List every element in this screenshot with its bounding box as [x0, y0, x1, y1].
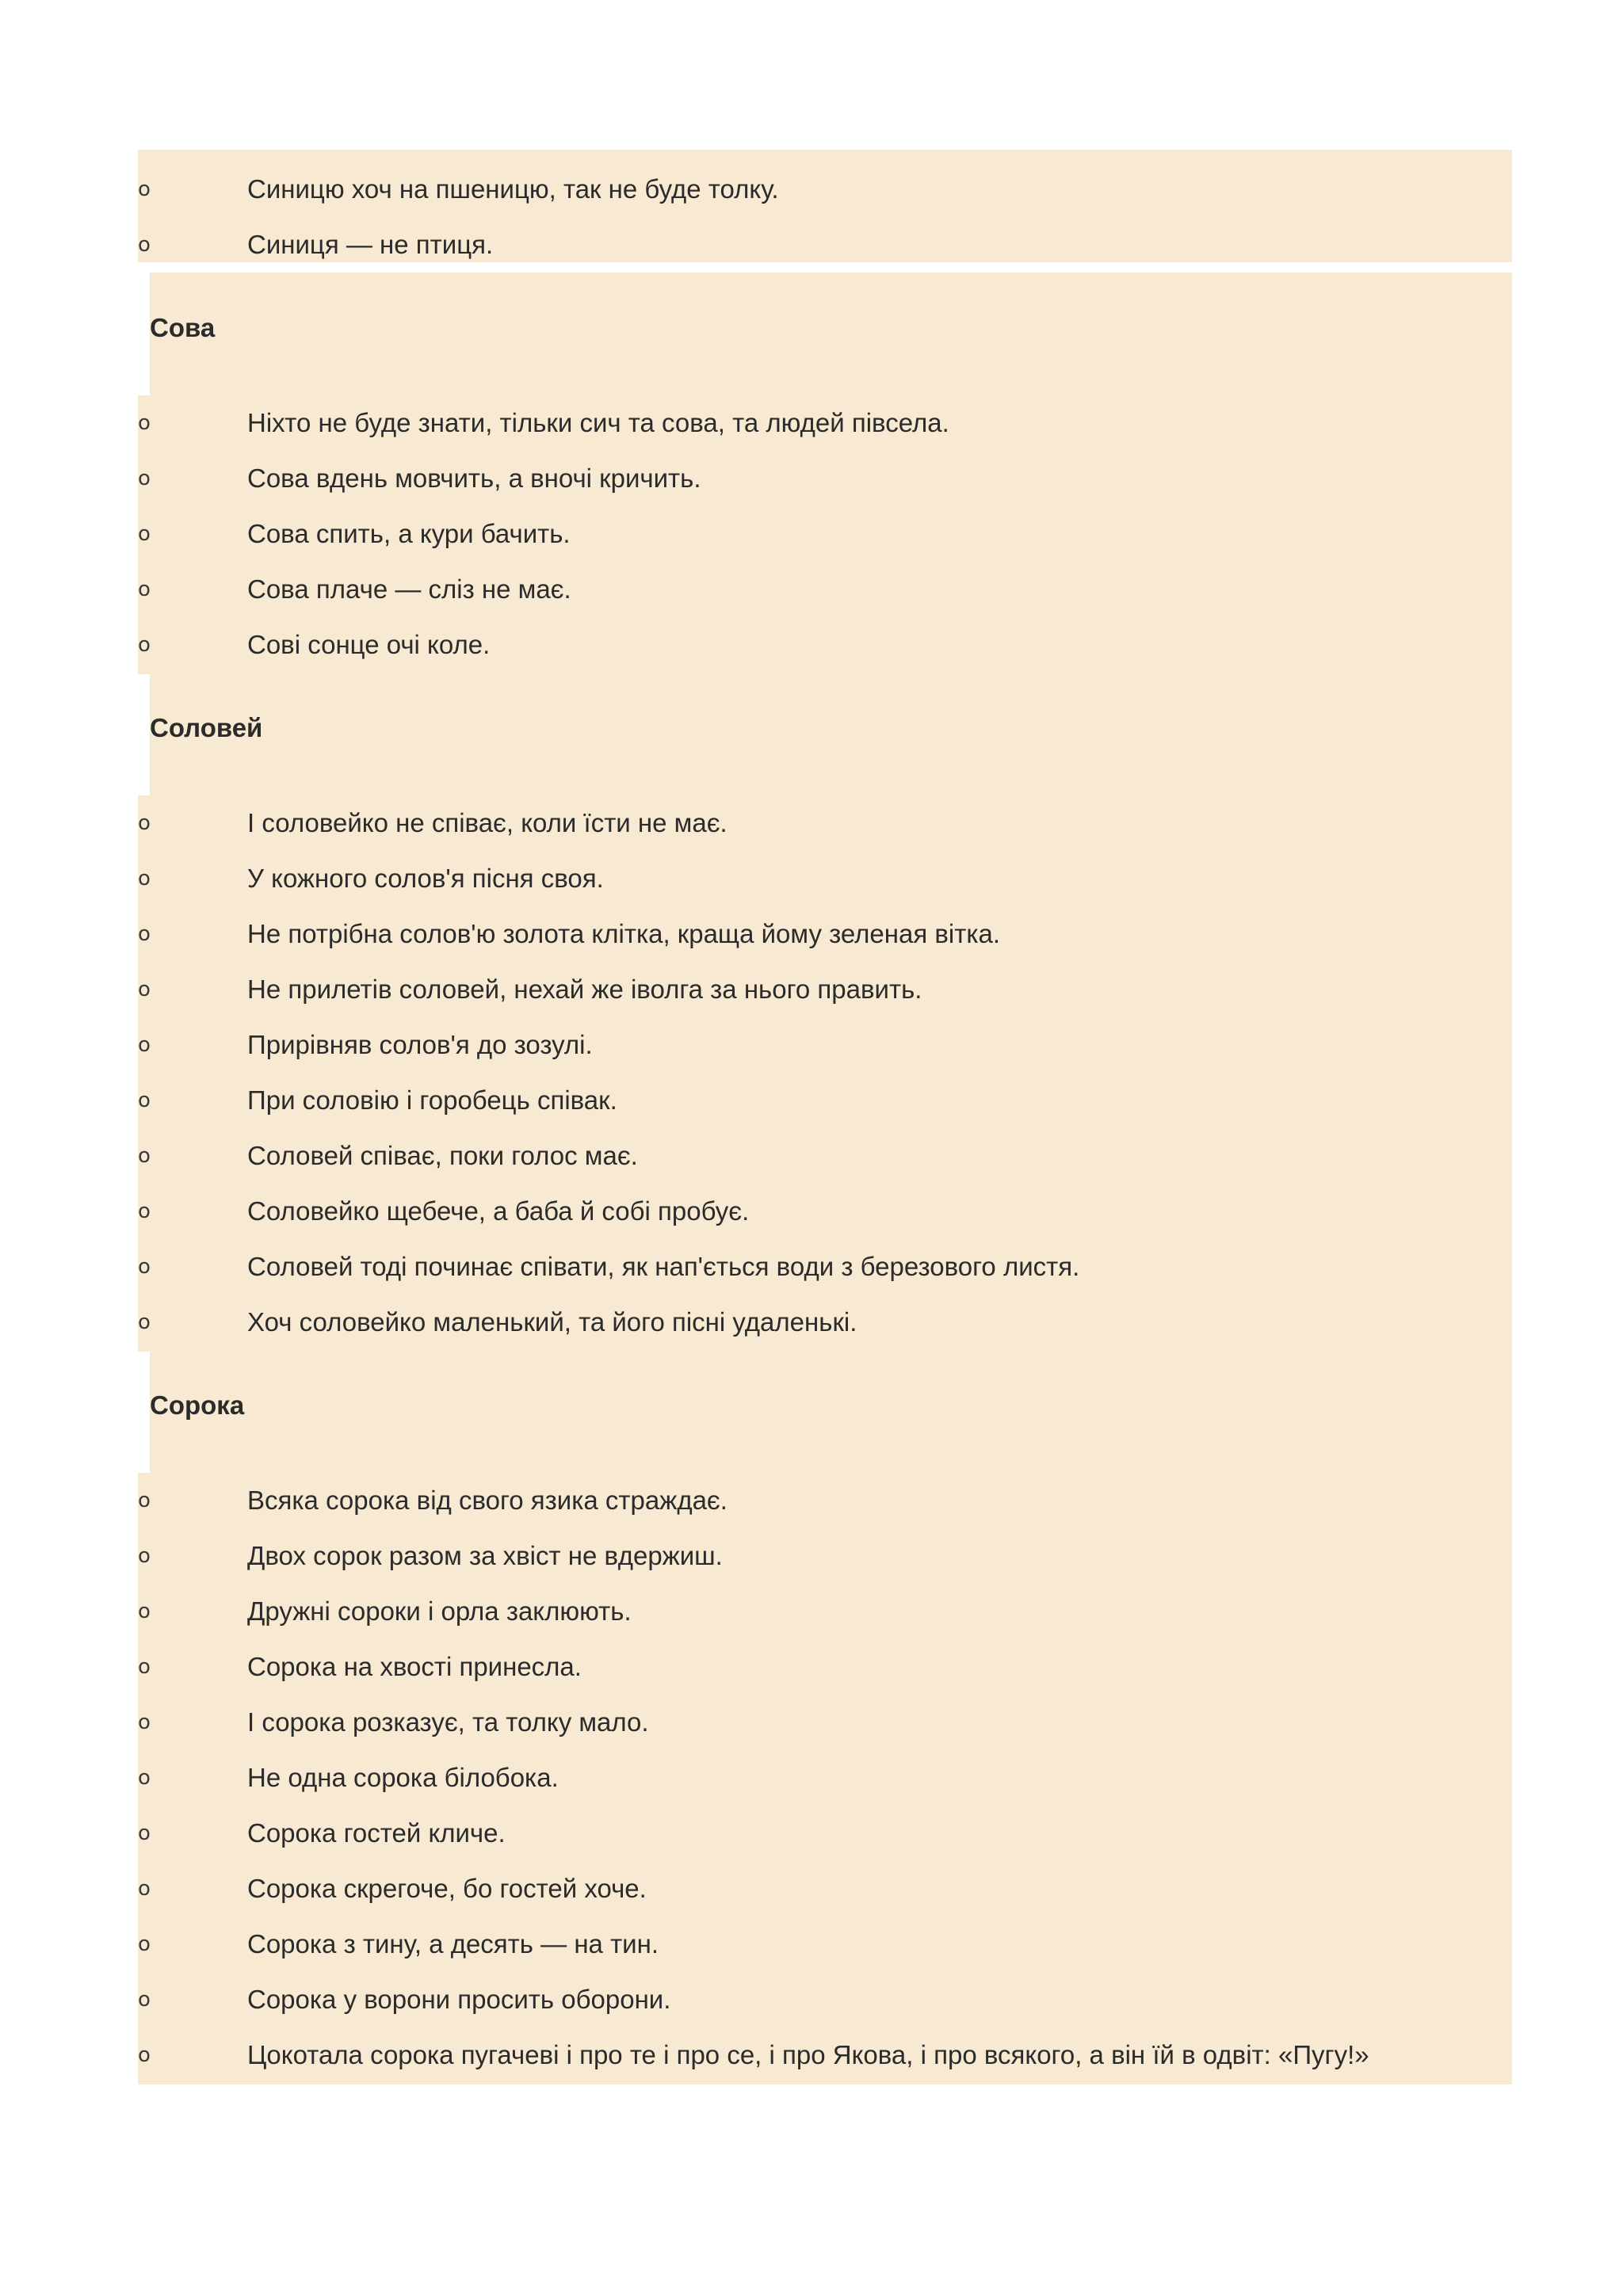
bullet-icon: o [138, 633, 151, 657]
bullet-icon: o [138, 867, 151, 891]
list-item [0, 1017, 1623, 1073]
bullet-icon: o [138, 578, 151, 601]
list-item-text: Цокотала сорока пугачеві і про те і про се, і про Якова, і про всякого, а він їй в одвіт: «Пугу!» [247, 2040, 1369, 2069]
bullet-icon: o [138, 1489, 151, 1512]
bullet-icon: o [138, 1877, 151, 1901]
bullet-icon: o [138, 1821, 151, 1845]
list-item-text: Сорока у ворони просить оборони. [247, 1985, 671, 2014]
list-item [0, 1184, 1623, 1239]
heading-highlight [150, 673, 1512, 795]
list-item-text: Синицю хоч на пшеницю, так не буде толку. [247, 174, 779, 204]
list-item [0, 1695, 1623, 1750]
list-item [0, 1639, 1623, 1695]
list-item-text: Соловей співає, поки голос має. [247, 1141, 638, 1170]
list-item-text: Не прилетів соловей, нехай же іволга за нього править. [247, 974, 922, 1004]
list-item-text: Сорока на хвості принесла. [247, 1652, 582, 1681]
bullet-icon: o [138, 177, 151, 201]
bullet-icon: o [138, 233, 151, 257]
list-item [0, 1584, 1623, 1639]
bullet-icon: o [138, 1089, 151, 1112]
bullet-icon: o [138, 467, 151, 490]
list-item-text: Не одна сорока білобока. [247, 1763, 559, 1792]
list-item-text: Синиця — не птиця. [247, 230, 494, 259]
list-item-text: Прирівняв солов'я до зозулі. [247, 1030, 593, 1059]
bullet-icon: o [138, 1600, 151, 1623]
bullet-icon: o [138, 978, 151, 1001]
list-item [0, 2027, 1623, 2083]
list-item-text: Сова спить, а кури бачить. [247, 519, 571, 548]
bullet-icon: o [138, 2043, 151, 2067]
list-item [0, 1295, 1623, 1350]
list-item-text: Всяка сорока від свого язика страждає. [247, 1486, 727, 1515]
list-item-text: Сорока скрегоче, бо гостей хоче. [247, 1874, 647, 1903]
bullet-icon: o [138, 1766, 151, 1790]
list-item-text: І сорока розказує, та толку мало. [247, 1707, 649, 1737]
list-item-text: Соловей тоді починає співати, як нап'ється води з березового листя. [247, 1252, 1080, 1281]
bullet-icon: o [138, 1655, 151, 1679]
list-item [0, 506, 1623, 562]
list-item-text: Сова плаче — сліз не має. [247, 574, 571, 604]
list-item [0, 1528, 1623, 1584]
list-item [0, 1750, 1623, 1806]
list-item [0, 1128, 1623, 1184]
section-heading: Сова [150, 313, 216, 342]
list-item [0, 1239, 1623, 1295]
section-heading: Сорока [150, 1390, 245, 1420]
list-item [0, 962, 1623, 1017]
bullet-icon: o [138, 1932, 151, 1956]
heading-highlight [150, 273, 1512, 395]
list-item-text: Ніхто не буде знати, тільки сич та сова, та людей півсела. [247, 408, 949, 437]
bullet-icon: o [138, 1310, 151, 1334]
list-item-text: Сорока гостей кличе. [247, 1818, 506, 1848]
list-item [0, 562, 1623, 617]
list-item [0, 795, 1623, 851]
list-item [0, 851, 1623, 906]
list-item-text: Не потрібна солов'ю золота клітка, краща йому зеленая вітка. [247, 919, 1001, 948]
heading-highlight [150, 1350, 1512, 1473]
bullet-icon: o [138, 922, 151, 946]
bullet-icon: o [138, 811, 151, 835]
list-item [0, 1073, 1623, 1128]
list-item-text: Сорока з тину, а десять — на тин. [247, 1929, 659, 1958]
list-item [0, 1861, 1623, 1917]
list-item-text: У кожного солов'я пісня своя. [247, 864, 604, 893]
bullet-icon: o [138, 522, 151, 546]
list-item [0, 217, 1623, 273]
list-item [0, 1972, 1623, 2027]
list-item-text: Хоч соловейко маленький, та його пісні удаленькі. [247, 1307, 857, 1337]
list-item [0, 1473, 1623, 1528]
list-item [0, 617, 1623, 673]
list-item-text: І соловейко не співає, коли їсти не має. [247, 808, 727, 837]
bullet-icon: o [138, 1988, 151, 2012]
bullet-icon: o [138, 1199, 151, 1223]
bullet-icon: o [138, 411, 151, 435]
list-item-text: Соловейко щебече, а баба й собі пробує. [247, 1196, 750, 1226]
list-item-text: Сова вдень мовчить, а вночі кричить. [247, 463, 701, 493]
section-heading: Соловей [150, 713, 263, 742]
list-item [0, 906, 1623, 962]
bullet-icon: o [138, 1144, 151, 1168]
list-item [0, 395, 1623, 451]
list-item [0, 451, 1623, 506]
list-item [0, 162, 1623, 217]
list-item-text: Дружні сороки і орла заклюють. [247, 1596, 632, 1626]
bullet-icon: o [138, 1033, 151, 1057]
list-item-text: При соловію і горобець співак. [247, 1085, 617, 1115]
bullet-icon: o [138, 1711, 151, 1734]
bullet-icon: o [138, 1255, 151, 1279]
list-item-text: Двох сорок разом за хвіст не вдержиш. [247, 1541, 723, 1570]
list-item-text: Сові сонце очі коле. [247, 630, 491, 659]
list-item [0, 1917, 1623, 1972]
bullet-icon: o [138, 1544, 151, 1568]
list-item [0, 1806, 1623, 1861]
